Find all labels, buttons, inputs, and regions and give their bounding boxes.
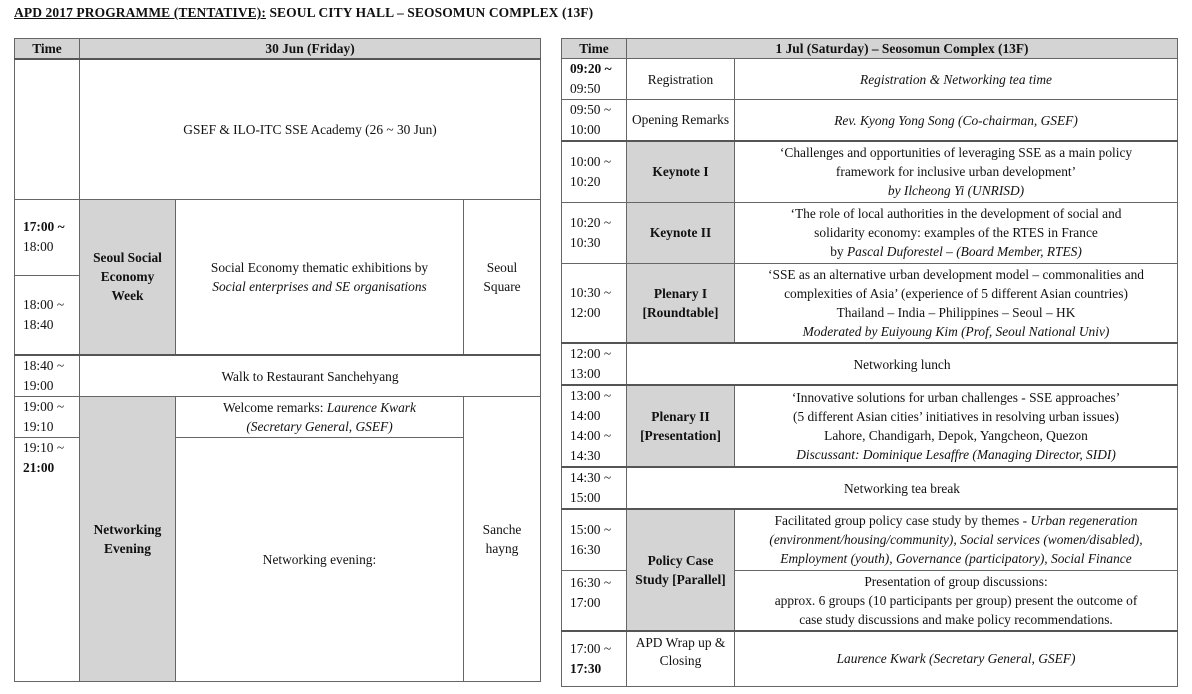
title-rest: SEOUL CITY HALL – SEOSOMUN COMPLEX (13F)	[265, 5, 594, 20]
day2-day-header: 1 Jul (Saturday) – Seosomun Complex (13F)	[627, 39, 1178, 59]
day1-time-1700: 17:00 ~ 18:00	[15, 199, 80, 275]
day2-time-plenary1: 10:30 ~ 12:00	[562, 263, 627, 343]
day2-time-tea: 14:30 ~ 15:00	[562, 467, 627, 509]
title-prefix: APD 2017 PROGRAMME (TENTATIVE):	[14, 5, 266, 20]
day2-keynote2-label: Keynote II	[627, 202, 735, 263]
day2-plenary2-desc: ‘Innovative solutions for urban challenges - SSE approaches’ (5 different Asian cities’ initiatives in resolving urban issues) Lahore, Chandigarh, Depok, Yangcheon, Quezon Discussant: Dominique Lesaffre (Managing Director, SIDI)	[735, 385, 1178, 467]
day1-welcome: Welcome remarks: Laurence Kwark (Secretary General, GSEF)	[176, 397, 464, 438]
day2-tea: Networking tea break	[627, 467, 1178, 509]
day2-time-closing: 17:00 ~ 17:30	[562, 631, 627, 686]
day1-time-1910: 19:10 ~ 21:00	[15, 438, 80, 682]
day2-opening-label: Opening Remarks	[627, 100, 735, 142]
day2-time-keynote2: 10:20 ~ 10:30	[562, 202, 627, 263]
day1-seoul-week-label: Seoul Social Economy Week	[80, 199, 176, 355]
day2-plenary2-label: Plenary II [Presentation]	[627, 385, 735, 467]
day1-time-header: Time	[15, 39, 80, 60]
day1-schedule-table	[14, 38, 541, 682]
day2-lunch: Networking lunch	[627, 343, 1178, 385]
day1-exhibitions: Social Economy thematic exhibitions by Social enterprises and SE organisations	[176, 199, 464, 355]
day2-time-plenary2: 13:00 ~ 14:00 14:00 ~ 14:30	[562, 385, 627, 467]
day2-opening-desc: Rev. Kyong Yong Song (Co-chairman, GSEF)	[735, 100, 1178, 142]
day1-academy: GSEF & ILO-ITC SSE Academy (26 ~ 30 Jun)	[80, 59, 541, 199]
day2-time-presentation: 16:30 ~ 17:00	[562, 570, 627, 631]
day2-plenary1-desc: ‘SSE as an alternative urban development model – commonalities and complexities of Asia’ (experience of 5 different Asian countries) Thailand – India – Philippines – Seoul – HK Moderated by Euiyoung Kim (Prof, Seoul National Univ)	[735, 263, 1178, 343]
day2-policy-case-desc: Facilitated group policy case study by themes - Urban regeneration (environment/housing/community), Social services (women/disabled), Employment (youth), Governance (participatory), Social Finance	[735, 509, 1178, 570]
day1-time-1900: 19:00 ~ 19:10	[15, 397, 80, 438]
day2-time-registration: 09:20 ~ 09:50	[562, 59, 627, 100]
day2-keynote1-desc: ‘Challenges and opportunities of leveraging SSE as a main policy framework for inclusive urban development’ by Ilcheong Yi (UNRISD)	[735, 141, 1178, 202]
day1-time-1800: 18:00 ~ 18:40	[15, 275, 80, 355]
day2-keynote2-desc: ‘The role of local authorities in the development of social and solidarity economy: examples of the RTES in France by Pascal Duforestel – (Board Member, RTES)	[735, 202, 1178, 263]
day1-seoul-square: Seoul Square	[464, 199, 541, 355]
page-title	[14, 5, 593, 21]
day2-schedule-table	[561, 38, 1178, 687]
day1-time-1840: 18:40 ~ 19:00	[15, 355, 80, 397]
day2-time-lunch: 12:00 ~ 13:00	[562, 343, 627, 385]
day2-time-keynote1: 10:00 ~ 10:20	[562, 141, 627, 202]
day1-sanche: Sanche hayng	[464, 397, 541, 682]
day2-registration-desc: Registration & Networking tea time	[735, 59, 1178, 100]
day1-networking-evening-label: Networking Evening	[80, 397, 176, 682]
day2-registration-label: Registration	[627, 59, 735, 100]
day1-empty-time	[15, 59, 80, 199]
day2-plenary1-label: Plenary I [Roundtable]	[627, 263, 735, 343]
day2-policy-case-label: Policy Case Study [Parallel]	[627, 509, 735, 631]
day2-keynote1-label: Keynote I	[627, 141, 735, 202]
day2-closing-desc: Laurence Kwark (Secretary General, GSEF)	[735, 631, 1178, 686]
day1-networking-evening: Networking evening:	[176, 438, 464, 682]
day2-time-policy-case: 15:00 ~ 16:30	[562, 509, 627, 570]
day2-closing-label: APD Wrap up & Closing	[627, 631, 735, 686]
day1-day-header: 30 Jun (Friday)	[80, 39, 541, 60]
day1-walk: Walk to Restaurant Sanchehyang	[80, 355, 541, 397]
day2-time-header: Time	[562, 39, 627, 59]
day2-time-opening: 09:50 ~ 10:00	[562, 100, 627, 142]
day2-presentation-desc: Presentation of group discussions: approx. 6 groups (10 participants per group) present the outcome of case study discussions and make policy recommendations.	[735, 570, 1178, 631]
